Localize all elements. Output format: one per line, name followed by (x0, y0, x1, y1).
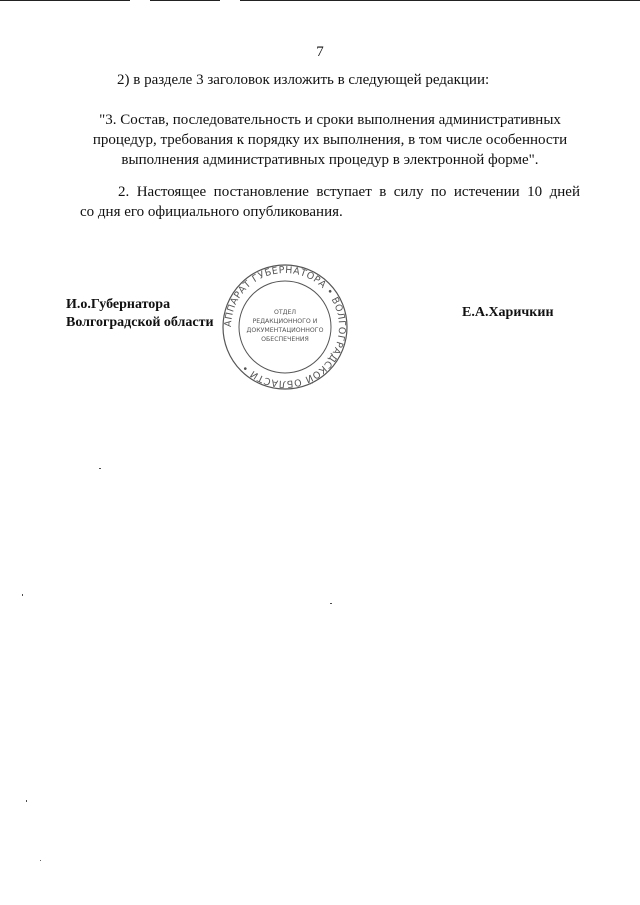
quoted-heading-line: выполнения административных процедур в электронной форме". (121, 152, 539, 168)
amendment-item: 2) в разделе 3 заголовок изложить в следующей редакции: (117, 72, 490, 88)
stamp-inner-line: ОТДЕЛ (273, 309, 297, 316)
scan-edge-line (150, 0, 220, 1)
position-line: Волгоградской области (66, 315, 214, 330)
scan-speck (99, 468, 101, 469)
effective-date-paragraph (80, 182, 580, 222)
stamp-inner-line: РЕДАКЦИОННОГО И (252, 318, 318, 325)
signatory-position (66, 296, 214, 332)
page-number: 7 (316, 44, 324, 60)
scan-edge-line (240, 0, 640, 1)
stamp-inner-line: ДОКУМЕНТАЦИОННОГО (246, 327, 324, 334)
paragraph-line: 2. Настоящее постановление вступает в силу по истечении 10 дней (118, 184, 580, 200)
scan-speck (40, 860, 41, 861)
quoted-heading (80, 110, 580, 170)
scan-speck (26, 800, 27, 802)
stamp-outer-text: АППАРАТ ГУБЕРНАТОРА • ВОЛГОГРАДСКОЙ ОБЛАСТИ • (222, 264, 348, 390)
paragraph-line: со дня его официального опубликования. (80, 204, 343, 220)
scan-speck (22, 594, 23, 596)
official-seal-stamp (220, 262, 350, 392)
quoted-heading-line: процедур, требования к порядку их выполнения, в том числе особенности (92, 132, 568, 148)
stamp-inner-line: ОБЕСПЕЧЕНИЯ (261, 336, 309, 343)
signatory-name: Е.А.Харичкин (462, 305, 554, 320)
quoted-heading-line: "3. Состав, последовательность и сроки выполнения административных (99, 112, 561, 128)
position-line: И.о.Губернатора (66, 297, 171, 312)
scan-speck (330, 603, 332, 604)
scan-edge-line (0, 0, 130, 1)
